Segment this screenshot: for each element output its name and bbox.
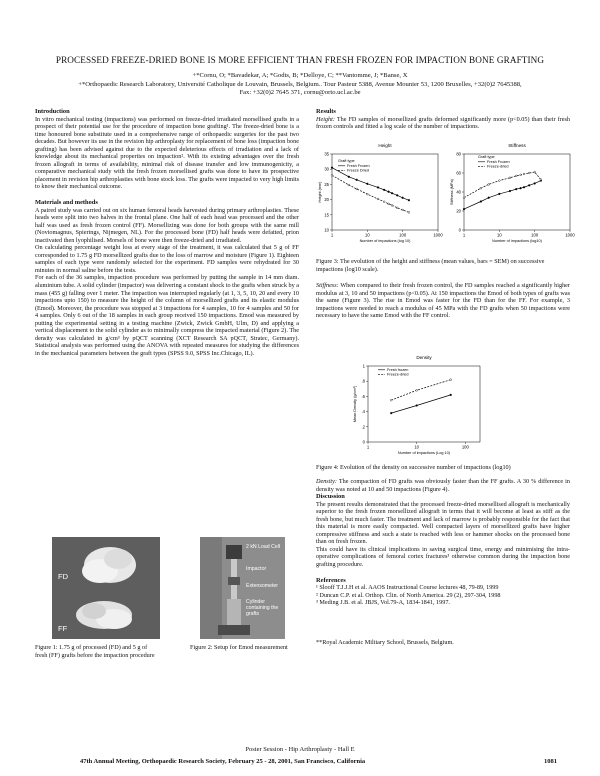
figure1-label-ff: FF: [58, 624, 68, 633]
stiffness-paragraph: [316, 282, 570, 320]
data-point: [515, 175, 517, 177]
x-axis-label: Number of impactions (Log 10): [397, 451, 451, 455]
data-point: [348, 184, 350, 186]
data-point: [540, 179, 542, 181]
y-tick-label: 20: [324, 197, 329, 203]
x-tick-label: 1000: [433, 232, 443, 238]
legend-entry: Fresh Frozen: [487, 160, 510, 164]
data-point: [515, 188, 517, 190]
legend-title: Graft type: [338, 159, 355, 163]
y-tick-label: 25: [324, 181, 329, 187]
data-point: [383, 189, 385, 191]
height-label: Height:: [316, 115, 335, 123]
y-tick-label: 15: [324, 212, 329, 218]
data-point: [416, 405, 418, 407]
legend-entry: Freeze Dried: [347, 168, 369, 173]
figure1-caption: Figure 1: 1.75 g of processed (FD) and 5 g of fresh (FF) grafts before the impaction procedure: [35, 644, 155, 659]
y-tick-label: 1: [362, 363, 365, 369]
stiffness-chart: [448, 140, 576, 246]
data-point: [391, 204, 393, 206]
affiliation: +*Orthopaedic Research Laboratory, Université Catholique de Louvain, Brussels, Belgium.. Tour Pasteur 5388, Avenue Mounier 53, 1200 Bruxelles, +32(0)2 7645388,: [78, 80, 522, 88]
figure2-label-cylinder: Cylinder containing the grafts: [246, 599, 279, 617]
series-line-1: [391, 395, 450, 413]
data-point: [528, 172, 530, 174]
discussion-p1: The present results demonstrated that the processed freeze-dried morsellised allograft is mechanically superior to the fresh frozen morsellized allograft in terms that it will become at least as stiff as the fresh bone, but much faster. The treatment and lack of marrow is probably responsible for the fact that this material is more easily compacted. Well compacted layers of morsellized grafts have higher compressive stiffness and such a state is reached with less or hammer shocks on the processed bone than on fresh frozen.: [316, 500, 570, 546]
height-text: The FD samples of morsellized grafts deformed significantly more (p<0.05) than their fresh frozen controls and fitted a log scale of the number of impactions.: [316, 115, 570, 131]
x-tick-label: 10: [414, 444, 420, 450]
figure1-image: [52, 537, 160, 639]
data-point: [408, 199, 410, 201]
y-tick-label: 35: [324, 151, 329, 157]
legend-title: Graft type: [478, 155, 495, 159]
discussion-p2: This could have its clinical implications in saving surgical time, energy and minimising the intra-operative complications of femoral cortex fractures³ otherwise common during the impaction bone grafting procedure.: [316, 545, 570, 569]
data-point: [391, 192, 393, 194]
data-point: [509, 177, 511, 179]
contact: Fax: +32(0)2 7645 371, cornu@orto.ucl.ac.be: [239, 89, 361, 97]
data-point: [348, 176, 350, 178]
density-label: Density:: [316, 478, 337, 485]
data-point: [390, 399, 392, 401]
data-point: [356, 179, 358, 181]
stiffness-label: Stiffness:: [316, 282, 339, 289]
y-tick-label: .8: [361, 378, 365, 384]
data-point: [377, 198, 379, 200]
data-point: [523, 186, 525, 188]
data-point: [396, 194, 398, 196]
data-point: [402, 209, 404, 211]
figure2-caption: Figure 2: Setup for Emod measurement: [190, 644, 288, 651]
data-point: [396, 207, 398, 209]
plot-frame: [464, 154, 570, 230]
legend-entry: Freeze-dried: [387, 372, 409, 377]
data-point: [520, 174, 522, 176]
height-chart: [316, 140, 444, 246]
data-point: [480, 201, 482, 203]
footer-meeting: 47th Annual Meeting, Orthopaedic Research Society, February 25 - 28, 2001, San Francisco, California: [80, 758, 366, 765]
figure3-caption: Figure 3: The evolution of the height and stiffness (mean values, bars = SEM) on successive impactions (log10 scale).: [316, 258, 545, 273]
data-point: [331, 174, 333, 176]
data-point: [498, 180, 500, 182]
materials-p3: For each of the 36 samples, impaction procedure was performed by putting the sample in 14 mm diam. aluminium tube. A solid cylinder (impactor) was delivering a constant shock to the grafts when struck by a mass (455 g) falling over 1 meter. The impaction was interrupted regularly (at 1, 3, 5, 10, 20 and every 10 impactions upto 150) to measure the height of the column of morsellized grafts and its elastic modulus (Emod). Moreover, the procedure was stopped at 3 impactions for 4 samples, 10 for 4 samples and 50 for 4 samples. Only 6 out of the 18 samples in each group received 150 impactions. Emod was measured by putting the experimental setting in a testing machine (Zwick, Zwick GmbH, Ulm, D) and applying a vertical displacement to the solid cylinder as to minimally compress the impacted material (Figure 2). The density was calculated in g/cm³ by pQCT scanning (XCT Research SA pQCT, Stratec, Germany). Statistical analysis was performed using the ANOVA with repeated measures for studying the differences in the mechanical parameters between the graft types (SPSS 9.0, SPSS Inc.Chicago, IL).: [35, 274, 299, 357]
y-tick-label: .6: [361, 393, 365, 399]
y-tick-label: 40: [456, 189, 461, 195]
paper-title: PROCESSED FREEZE-DRIED BONE IS MORE EFFICIENT THAN FRESH FROZEN FOR IMPACTION BONE GRAFTING: [55, 55, 545, 65]
data-point: [498, 193, 500, 195]
x-tick-label: 100: [399, 232, 407, 238]
reference-item: ³ Meding J.B. et al. JBJS, Vol.79-A, 1834-1841, 1997.: [316, 599, 450, 607]
figure1-label-fd: FD: [58, 572, 68, 581]
legend-entry: Freeze-dried: [487, 164, 509, 169]
left-column: [35, 108, 299, 358]
data-point: [377, 187, 379, 189]
data-point: [402, 197, 404, 199]
x-tick-label: 100: [461, 444, 469, 450]
figure2-label-extensometer: Extensometer: [246, 583, 279, 589]
figure1-photo: [52, 537, 160, 639]
figure4-caption: Figure 4: Evolution of the density on successive number of impactions (log10): [316, 464, 511, 471]
materials-heading: Materials and methods: [35, 199, 98, 207]
data-point: [534, 183, 536, 185]
chart-title: Height: [378, 143, 392, 148]
data-point: [509, 190, 511, 192]
density-text: The compaction of FD grafts was obviously faster than the FF grafts. A 30 % difference in density was noted at 10 and 50 impactions (Figure 4).: [316, 478, 570, 493]
plot-frame: [368, 366, 480, 442]
y-tick-label: 30: [324, 166, 329, 172]
introduction-heading: Introduction: [35, 108, 70, 115]
data-point: [534, 171, 536, 173]
data-point: [450, 379, 452, 381]
data-point: [520, 187, 522, 189]
x-axis-label: Number of impactions (log10): [492, 239, 542, 243]
y-tick-label: 20: [456, 208, 461, 214]
data-point: [388, 203, 390, 205]
x-tick-label: 10: [496, 232, 502, 238]
affiliation-secondary: **Royal Academic Military School, Brussels, Belgium.: [316, 638, 454, 646]
x-axis-label: Number of impactions (log 10): [359, 239, 411, 243]
data-point: [388, 191, 390, 193]
references-heading: References: [316, 576, 346, 584]
data-point: [463, 197, 465, 199]
y-axis-label: Stiffness (MPa): [450, 179, 454, 205]
x-tick-label: 1: [330, 232, 334, 238]
data-point: [528, 184, 530, 186]
figure2-label-impactor: Impactor: [246, 566, 267, 572]
right-lower-column: [316, 478, 570, 646]
y-tick-label: 60: [456, 170, 461, 176]
y-tick-label: 0: [362, 439, 365, 445]
legend-entry: Fresh Frozen: [347, 164, 370, 168]
data-point: [488, 184, 490, 186]
chart-title: Density: [416, 355, 432, 360]
chart-title: Stiffness: [508, 143, 526, 148]
y-tick-label: 0: [458, 227, 461, 233]
results-height: [316, 116, 570, 131]
reference-item: ¹ Slooff T.J.J.H et al. AAOS Instructional Course lectures 48, 79-89, 1999: [316, 584, 499, 592]
x-tick-label: 1000: [565, 232, 575, 238]
y-axis-label: Mean Density (g/cm³): [353, 385, 357, 423]
y-tick-label: .2: [361, 424, 365, 430]
results-heading: Results: [316, 108, 336, 115]
authors: +*Cornu, O; *Bavadekar, A; *Godts, B; *Delloye, C; **Vantomme, J; *Banse, X: [192, 72, 408, 79]
materials-p2: On calculating percentage weight loss at every stage of the treatment, it was calculated that 5 g of FF corresponded to 1.75 g FD morsellized grafts due to the loss of marrow and moisture (Figure 1). Eighteen samples of each type were randomly selected for the experiment. FD samples were rehydrated for 30 minutes in normal saline before the tests.: [35, 244, 299, 274]
figure2-photo: [200, 537, 285, 639]
footer-page: 1081: [544, 758, 557, 765]
data-point: [366, 183, 368, 185]
x-tick-label: 1: [462, 232, 466, 238]
data-point: [416, 389, 418, 391]
data-point: [408, 211, 410, 213]
discussion-heading: Discussion: [316, 493, 345, 501]
data-point: [383, 201, 385, 203]
density-chart: [348, 352, 498, 460]
series-line-2: [391, 380, 450, 401]
reference-item: ² Duncan C.P. et al. Orthop. Clin. of North America. 29 (2), 297-304, 1998: [316, 591, 501, 599]
data-point: [356, 188, 358, 190]
materials-p1: A paired study was carried out on six human femoral heads harvested during primary arthroplasties. These heads were split into two halves in the frontal plane. One half of each head was processed and the other half was used as fresh frozen control (FF). Morsellizing was done for both groups with the same mill (Noviomagnus, Spierings, Nijmegen, NL). For the processed bone (FD) half heads were defatted, prion inactivated then lyophilised. Morsels of bone were then freeze-dried and irradiated.: [35, 206, 299, 244]
x-tick-label: 100: [531, 232, 539, 238]
results-intro: [316, 108, 570, 131]
y-axis-label: Height (mm): [318, 181, 322, 203]
footer-session: Poster Session - Hip Arthroplasty - Hall E: [245, 746, 355, 753]
data-point: [523, 173, 525, 175]
data-point: [390, 412, 392, 414]
data-point: [488, 197, 490, 199]
stiffness-text: When compared to their fresh frozen control, the FD samples reached a significantly higher modulus at 3, 10 and 50 impactions (p<0.05). At 150 impactions the Emod of both types of grafts was the same (Figure 3). The rise in Emod was faster for the FD than for the FF. For example, 3 impactions were needed to reach a modulus of 45 MPa with the FD grafts when 50 impactions were necessary to have the same Emod with the FF control.: [316, 282, 570, 320]
data-point: [450, 394, 452, 396]
author-block: [0, 72, 600, 98]
y-tick-label: .4: [361, 409, 365, 415]
data-point: [331, 167, 333, 169]
figure2-label-loadcell: 2 kN Load Cell: [246, 544, 281, 550]
y-tick-label: 80: [456, 151, 461, 157]
data-point: [480, 187, 482, 189]
data-point: [366, 193, 368, 195]
y-tick-label: 10: [324, 227, 329, 233]
x-tick-label: 10: [364, 232, 370, 238]
data-point: [463, 208, 465, 210]
x-tick-label: 1: [366, 444, 370, 450]
legend-entry: Fresh frozen: [387, 368, 409, 372]
introduction-text: In vitro mechanical testing (impactions) was performed on freeze-dried irradiated morsellised grafts in a prospect of their potential use for the procedure of impaction bone grafting¹. The freeze-dried bone is a time honoured bone substitute used in a comprehensive range of orthopaedic surgeries for the past two decades. But however its use in the revision hip arthroplasty for replacement of bone loss (impaction bone grafting) has been advised against due to the expected deleterious effects of irradiation and a lack of knowledge about its mechanical properties on impaction². With its existing advantages over the fresh frozen allograft in terms of availability, minimal risk of disease transfer and low immunogenicity, a comparative mechanical study with the fresh frozen morsellised grafts was done to have its prospective placement in revision hip arthroplasties with bone stock loss. The grafts were impacted to very high limits to know their mechanical outcome.: [35, 115, 299, 191]
